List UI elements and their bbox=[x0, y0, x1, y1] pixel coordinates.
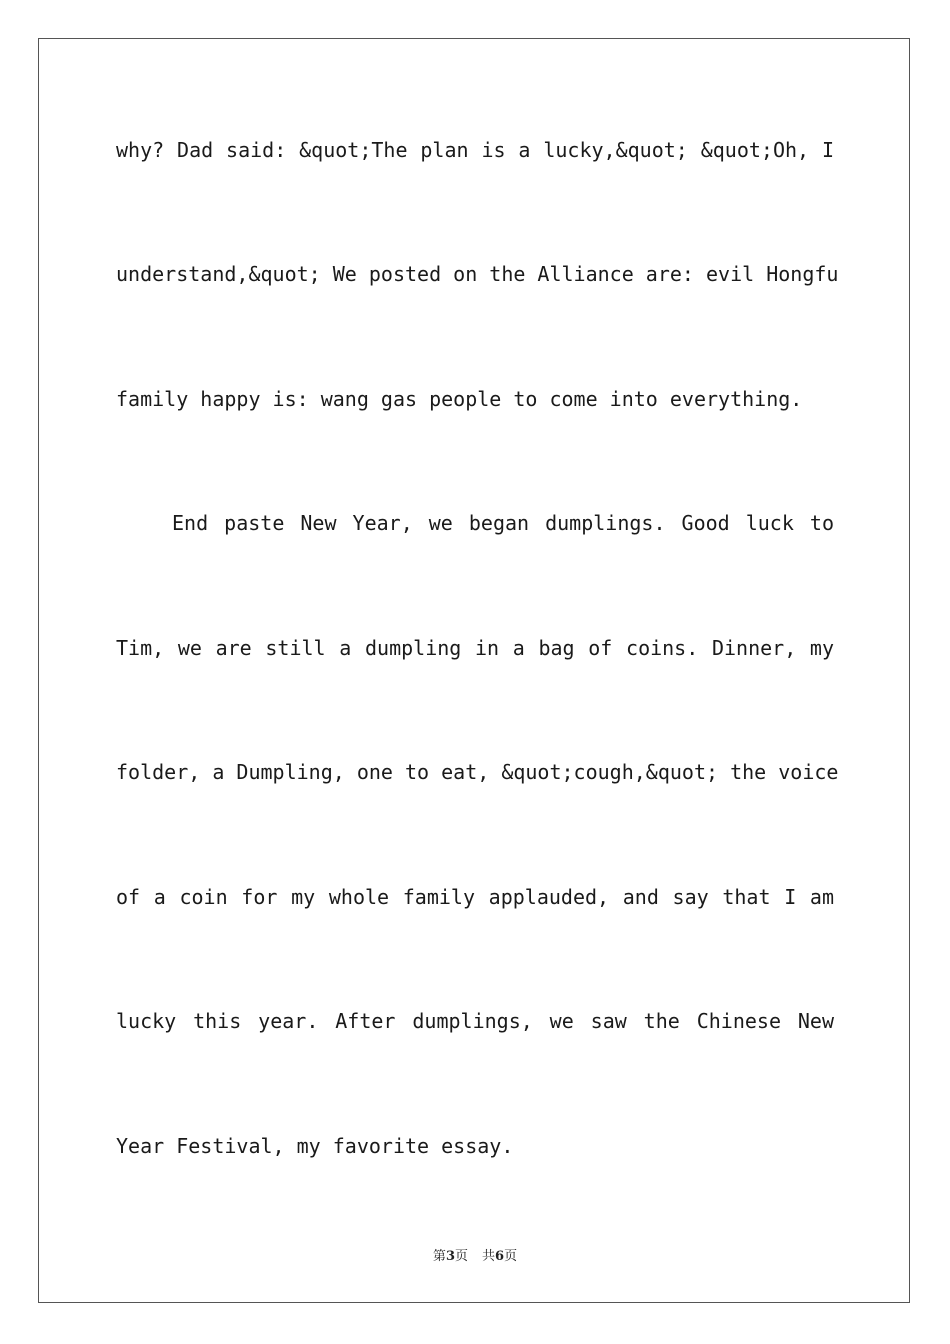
body-text-line-4: End paste New Year, we began dumplings. Good luck to bbox=[172, 511, 834, 535]
body-text-line-2: understand,&quot; We posted on the Alliance are: evil Hongfu bbox=[116, 262, 839, 286]
page-number-suffix: 页 bbox=[454, 1249, 468, 1264]
total-pages-suffix: 页 bbox=[504, 1249, 518, 1264]
page-frame bbox=[38, 38, 910, 1303]
current-page-number: 3 bbox=[445, 1249, 455, 1264]
body-text-line-6: folder, a Dumpling, one to eat, &quot;cough,&quot; the voice bbox=[116, 760, 839, 784]
body-text-line-7: of a coin for my whole family applauded, and say that I am bbox=[116, 885, 834, 909]
body-text-line-3: family happy is: wang gas people to come into everything. bbox=[116, 387, 803, 411]
total-pages-number: 6 bbox=[495, 1249, 505, 1264]
body-text-line-8: lucky this year. After dumplings, we saw the Chinese New bbox=[116, 1009, 834, 1033]
page-footer bbox=[0, 1248, 950, 1266]
body-text-line-9: Year Festival, my favorite essay. bbox=[116, 1134, 514, 1158]
page-number-prefix: 第 bbox=[432, 1249, 446, 1264]
total-pages-prefix: 共 bbox=[482, 1249, 496, 1264]
body-text-line-5: Tim, we are still a dumpling in a bag of coins. Dinner, my bbox=[116, 636, 834, 660]
body-text-line-1: why? Dad said: &quot;The plan is a lucky,&quot; &quot;Oh, I bbox=[116, 138, 834, 162]
